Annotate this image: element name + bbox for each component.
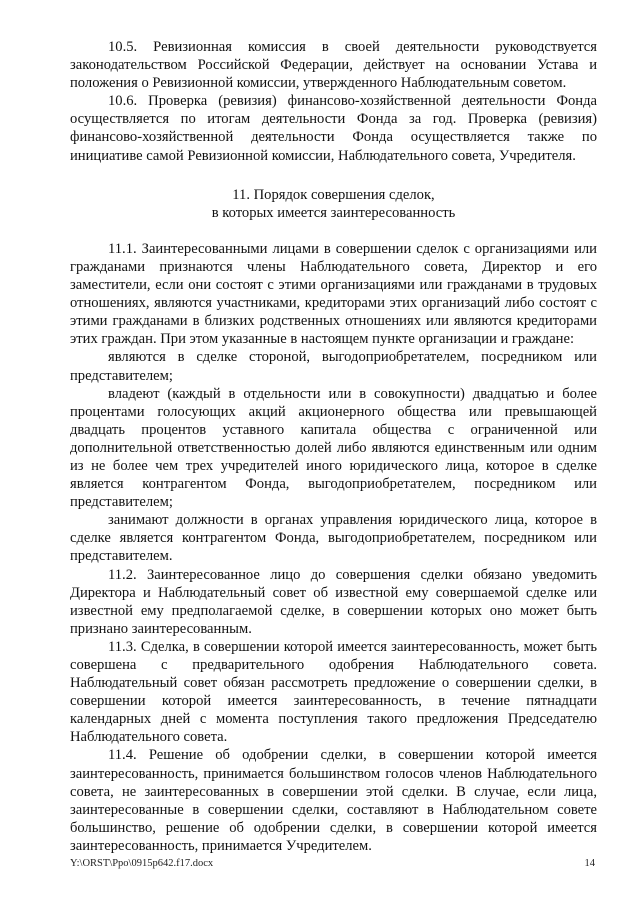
- paragraph-list-item-1: являются в сделке стороной, выгодоприобретателем, посредником или представителем;: [70, 349, 597, 384]
- section-heading-line-1: 11. Порядок совершения сделок,: [232, 186, 435, 203]
- paragraph-11-1: 11.1. Заинтересованными лицами в совершении сделок с организациями или гражданами признаются члены Наблюдательного совета, Директор и его заместители, если они состоят с этими организациями или гражданами в трудовых отношениях, являются участниками, кредиторами этих организаций либо состоят с этими гражданами в близких родственных отношениях или являются кредиторами этих граждан. При этом указанные в настоящем пункте организации и граждане:: [70, 240, 597, 348]
- paragraph-list-item-2: владеют (каждый в отдельности или в совокупности) двадцатью и более процентами голосующих акций акционерного общества или превышающей двадцать процентов уставного капитала общества с ограниченной или дополнительной ответственностью долей либо являются единственным или одним из не более чем трех учредителей иного юридического лица, которое в сделке является контрагентом Фонда, выгодоприобретателем, посредником или представителем;: [70, 385, 597, 511]
- footer-file-path: Y:\ORST\Ppo\0915p642.f17.docx: [70, 858, 214, 869]
- document-body: [70, 38, 597, 855]
- paragraph-11-4: 11.4. Решение об одобрении сделки, в совершении которой имеется заинтересованность, принимается большинством голосов членов Наблюдательного совета, не заинтересованных в совершении этой сделки. В случае, если лица, заинтересованные в совершении сделки, составляют в Наблюдательном совете большинство, решение об одобрении сделки, в совершении которой имеется заинтересованность, принимается Учредителем.: [70, 747, 597, 854]
- paragraph-list-item-3: занимают должности в органах управления юридического лица, которое в сделке является контрагентом Фонда, выгодоприобретателем, посредником или представителем.: [70, 512, 597, 565]
- paragraph-10-6: 10.6. Проверка (ревизия) финансово-хозяйственной деятельности Фонда осуществляется по итогам деятельности Фонда за год. Проверка (ревизия) финансово-хозяйственной деятельности Фонда осуществляется также по инициативе самой Ревизионной комиссии, Наблюдательного совета, Учредителя.: [70, 93, 597, 164]
- paragraph-11-2: 11.2. Заинтересованное лицо до совершения сделки обязано уведомить Директора и Наблюдательный совет об известной ему совершаемой сделке или известной ему предполагаемой сделке, в совершении которых оно может быть признано заинтересованным.: [70, 566, 597, 637]
- paragraph-10-5: 10.5. Ревизионная комиссия в своей деятельности руководствуется законодательством Российской Федерации, действует на основании Устава и положения о Ревизионной комиссии, утвержденного Наблюдательным советом.: [70, 39, 597, 92]
- section-heading: [70, 186, 597, 222]
- section-heading-line-2: в которых имеется заинтересованность: [211, 204, 456, 221]
- paragraph-11-3: 11.3. Сделка, в совершении которой имеется заинтересованность, может быть совершена с предварительного одобрения Наблюдательного совета. Наблюдательный совет обязан рассмотреть предложение о совершении сделки, в совершении которой имеется заинтересованность, в течение пятнадцати календарных дней с момента поступления такого предложения Председателю Наблюдательного совета.: [70, 638, 597, 746]
- page-number: 14: [584, 858, 595, 869]
